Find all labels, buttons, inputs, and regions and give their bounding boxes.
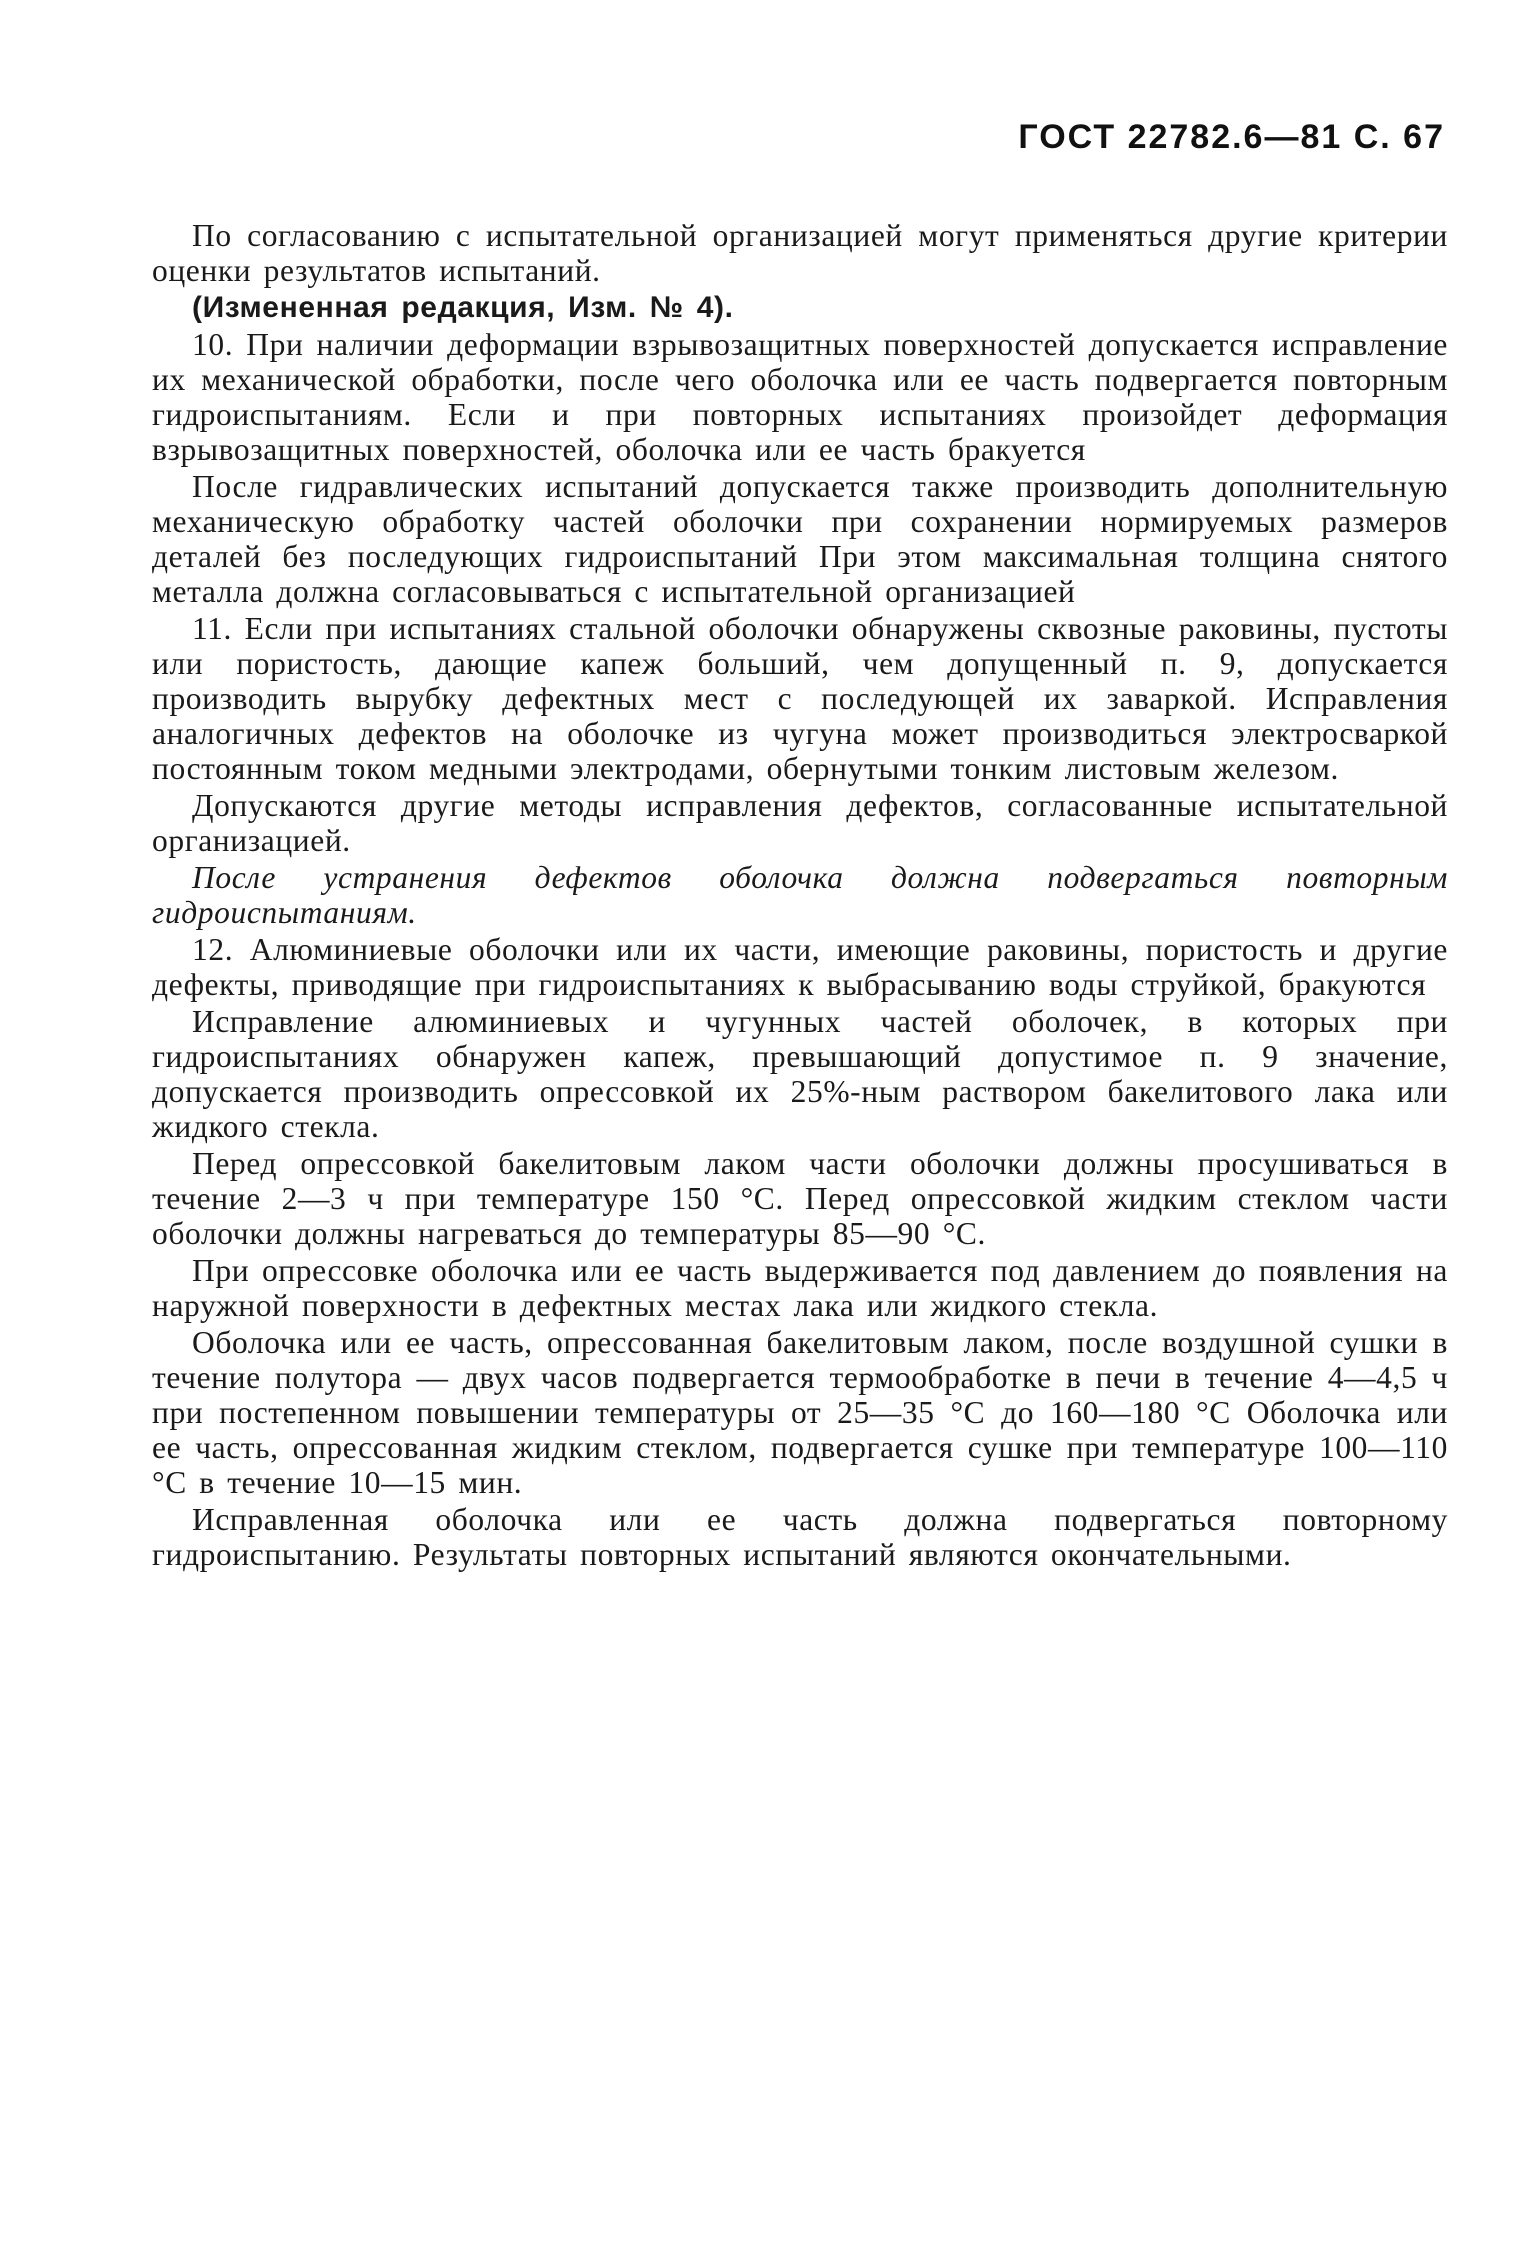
- paragraph-12: 12. Алюминиевые оболочки или их части, имеющие раковины, пористость и другие дефекты, приводящие при гидроиспытаниях к выбрасыванию воды струйкой, бракуются: [152, 932, 1448, 1002]
- paragraph-10-continued: После гидравлических испытаний допускается также производить дополнительную механическую обработку частей оболочки при сохранении нормируемых размеров деталей без последующих гидроиспытаний При этом максимальная толщина снятого металла должна согласовываться с испытательной организацией: [152, 469, 1448, 609]
- amendment-note: (Измененная редакция, Изм. № 4).: [192, 291, 734, 324]
- paragraph-11-methods: Допускаются другие методы исправления дефектов, согласованные испытательной организацией.: [152, 788, 1448, 858]
- paragraph-criteria: По согласованию с испытательной организацией могут применяться другие критерии оценки результатов испытаний.: [152, 218, 1448, 288]
- paragraph-12-pressure: При опрессовке оболочка или ее часть выдерживается под давлением до появления на наружной поверхности в дефектных местах лака или жидкого стекла.: [152, 1253, 1448, 1323]
- page-header: ГОСТ 22782.6—81 С. 67: [1018, 118, 1445, 156]
- paragraph-12-final: Исправленная оболочка или ее часть должна подвергаться повторному гидроиспытанию. Результаты повторных испытаний являются окончательными.: [152, 1502, 1448, 1572]
- paragraph-12-heat-treatment: Оболочка или ее часть, опрессованная бакелитовым лаком, после воздушной сушки в течение полутора — двух часов подвергается термообработке в печи в течение 4—4,5 ч при постепенном повышении температуры от 25—35 °С до 160—180 °С Оболочка или ее часть, опрессованная жидким стеклом, подвергается сушке при температуре 100—110 °С в течение 10—15 мин.: [152, 1325, 1448, 1500]
- paragraph-11: 11. Если при испытаниях стальной оболочки обнаружены сквозные раковины, пустоты или пористость, дающие капеж больший, чем допущенный п. 9, допускается производить вырубку дефектных мест с последующей их заваркой. Исправления аналогичных дефектов на оболочке из чугуна может производиться электросваркой постоянным током медными электродами, обернутыми тонким листовым железом.: [152, 611, 1448, 786]
- paragraph-11-retest: После устранения дефектов оболочка должна подвергаться повторным гидроиспытаниям.: [152, 860, 1448, 930]
- paragraph-12-repair: Исправление алюминиевых и чугунных частей оболочек, в которых при гидроиспытаниях обнаружен капеж, превышающий допустимое п. 9 значение, допускается производить опрессовкой их 25%-ным раствором бакелитового лака или жидкого стекла.: [152, 1004, 1448, 1144]
- paragraph-12-drying: Перед опрессовкой бакелитовым лаком части оболочки должны просушиваться в течение 2—3 ч при температуре 150 °С. Перед опрессовкой жидким стеклом части оболочки должны нагреваться до температуры 85—90 °С.: [152, 1146, 1448, 1251]
- paragraph-10: 10. При наличии деформации взрывозащитных поверхностей допускается исправление их механической обработки, после чего оболочка или ее часть подвергается повторным гидроиспытаниям. Если и при повторных испытаниях произойдет деформация взрывозащитных поверхностей, оболочка или ее часть бракуется: [152, 327, 1448, 467]
- document-body: [152, 218, 1448, 1572]
